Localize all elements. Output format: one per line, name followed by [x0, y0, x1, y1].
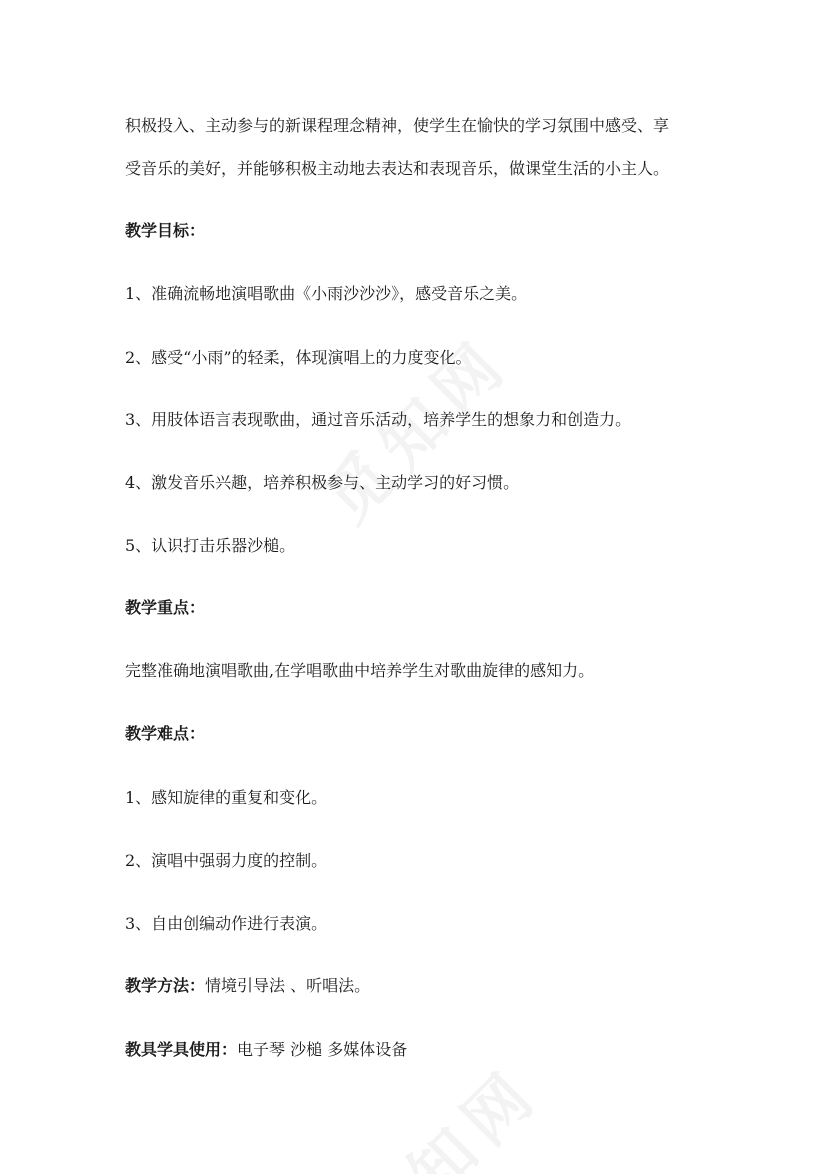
tools-label: 教具学具使用：: [125, 1040, 238, 1059]
difficulty-item: 3、自由创编动作进行表演。: [125, 914, 328, 933]
objective-item: 4、激发音乐兴趣，培养积极参与、主动学习的好习惯。: [125, 473, 520, 492]
difficulties-heading: 教学难点：: [125, 724, 206, 743]
key-points-text: 完整准确地演唱歌曲,在学唱歌曲中培养学生对歌曲旋律的感知力。: [125, 661, 595, 680]
intro-paragraph-line-1: 积极投入、主动参与的新课程理念精神，使学生在愉快的学习氛围中感受、享: [125, 116, 670, 135]
objective-item: 1、准确流畅地演唱歌曲《小雨沙沙沙》，感受音乐之美。: [125, 284, 528, 303]
watermark-bottom: [331, 1043, 557, 1174]
methods-label: 教学方法：: [125, 976, 206, 995]
objective-item: 2、感受“小雨”的轻柔，体现演唱上的力度变化。: [125, 348, 472, 367]
objective-item: 5、认识打击乐器沙槌。: [125, 536, 296, 555]
key-points-heading: 教学重点：: [125, 598, 206, 617]
methods-value: 情境引导法 、听唱法。: [205, 976, 371, 995]
tools-line: [125, 1040, 407, 1060]
intro-paragraph-line-2: 受音乐的美好，并能够积极主动地去表达和表现音乐，做课堂生活的小主人。: [125, 159, 670, 178]
difficulty-item: 2、演唱中强弱力度的控制。: [125, 851, 328, 870]
difficulty-item: 1、感知旋律的重复和变化。: [125, 788, 328, 807]
methods-line: [125, 976, 370, 996]
objectives-heading: 教学目标：: [125, 221, 206, 240]
tools-value: 电子琴 沙槌 多媒体设备: [237, 1040, 408, 1059]
objective-item: 3、用肢体语言表现歌曲，通过音乐活动，培养学生的想象力和创造力。: [125, 410, 632, 429]
